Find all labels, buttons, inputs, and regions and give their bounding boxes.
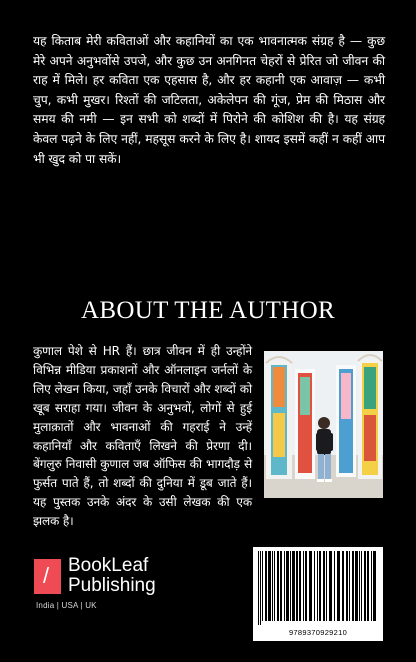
barcode-bar (359, 551, 360, 621)
isbn-number: 9789370929210 (288, 628, 348, 637)
barcode-bar (319, 551, 321, 621)
barcode-bar (346, 551, 348, 621)
author-bio: कुणाल पेशे से HR हैं। छात्र जीवन में ही उन्होंने विभिन्न मीडिया प्रकाशनों और ऑनलाइन जर्नलों के लिए लेखन किया, जहाँ उनके विचारों और शब्दों को खूब सराहा गया। जीवन के अनुभवों, लोगों से हुई मुलाक़ातों और भावनाओं की गहराई ने उन्हें कहानियाँ और कविताएँ लिखने की प्रेरणा दी। बेंगलुरु निवासी कुणाल जब ऑफिस की भागदौड़ से फुर्सत पाते हैं, तो शब्दों की दुनिया में डूब जाते हैं। यह पुस्तक उनके अंदर के उसी लेखक की एक झलक है। (33, 344, 252, 529)
barcode-bar (326, 551, 327, 621)
barcode-bar (265, 551, 267, 621)
barcode-bar (277, 551, 279, 621)
barcode-bar (268, 551, 271, 621)
logo-glyph: / (43, 563, 50, 588)
barcode-bar (299, 551, 301, 621)
barcode-bar (342, 551, 344, 621)
barcode-bar (352, 551, 354, 621)
barcode-bar (280, 551, 282, 621)
barcode-bar (364, 551, 366, 621)
barcode-bar (260, 551, 261, 625)
barcode-bar (274, 551, 275, 621)
publisher-name-line1: BookLeaf (68, 555, 149, 576)
barcode-bar (373, 551, 376, 621)
barcode-bar (305, 551, 307, 621)
publisher-name (68, 556, 156, 596)
barcode-bar (349, 551, 350, 621)
barcode-bar (286, 551, 289, 621)
barcode-bar (309, 551, 312, 621)
book-blurb: यह किताब मेरी कविताओं और कहानियों का एक भावनात्मक संग्रह है — कुछ मेरे अपने अनुभवोंसे उपजे, और कुछ उन अनगिनत चेहरों से प्रेरित जो जीवन की राह में मिले। हर कविता एक एहसास है, और हर कहानी एक आवाज़ — कभी चुप, कभी मुखर। रिश्तों की जटिलता, अकेलेपन की गूंज, प्रेम की मिठास और समय की नमी — इन सभी को शब्दों में पिरोने की कोशिश की है। यह संग्रह केवल पढ़ने के लिए नहीं, महसूस करने के लिए है। शायद इसमें कहीं न कहीं आप भी खुद को पा सकें। (33, 34, 385, 166)
barcode-bar (323, 551, 325, 621)
barcode-bar (371, 551, 372, 621)
barcode-bar (317, 551, 318, 621)
barcode-bar (303, 551, 304, 621)
bookleaf-logo-icon (34, 559, 61, 594)
barcode-icon (253, 547, 383, 641)
about-author-heading: ABOUT THE AUTHOR (81, 297, 335, 324)
barcode-bar (290, 551, 291, 621)
barcode-bar (258, 551, 259, 625)
barcode-bar (272, 551, 273, 621)
barcode-bar (367, 551, 369, 621)
barcode-bar (334, 551, 335, 621)
barcode-bar (361, 551, 362, 621)
barcode-bar (292, 551, 295, 621)
barcode-bar (355, 551, 358, 621)
barcode-bar (262, 551, 263, 621)
publisher-brand (34, 556, 214, 636)
publisher-name-line2: Publishing (68, 575, 156, 596)
barcode-bar (314, 551, 315, 621)
publisher-regions: India | USA | UK (36, 601, 97, 610)
author-photo-icon (264, 351, 383, 498)
barcode-bar (337, 551, 340, 621)
barcode-bar (296, 551, 298, 621)
barcode-bar (329, 551, 332, 621)
barcode-bar (284, 551, 285, 621)
